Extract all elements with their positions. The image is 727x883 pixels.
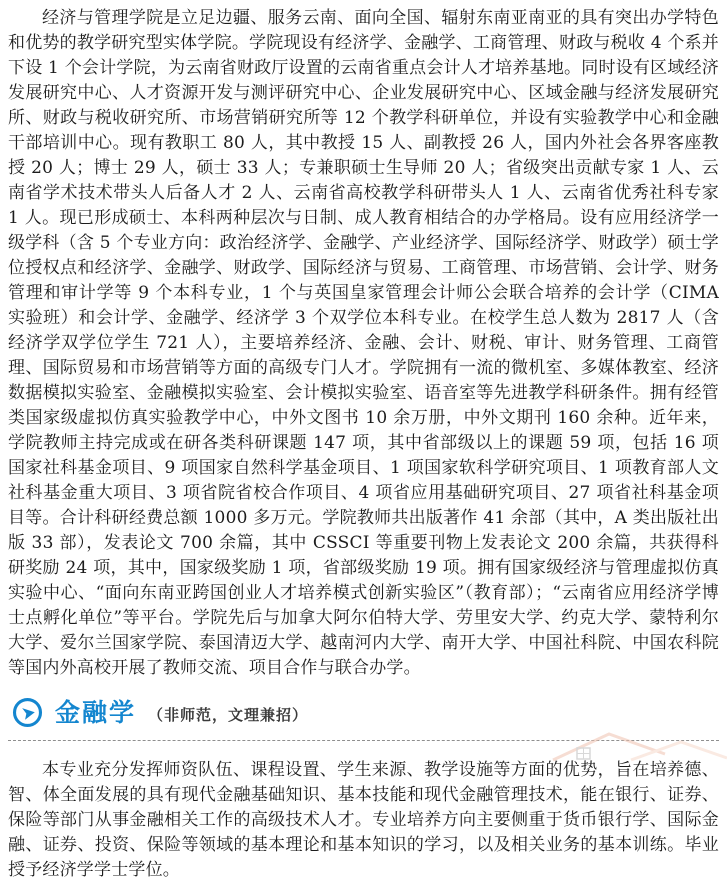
major-description-paragraph: 本专业充分发挥师资队伍、课程设置、学生来源、教学设施等方面的优势，旨在培养德、智、体全面发展的具有现代金融基础知识、基本技能和现代金融管理技术，能在银行、证券、保险等部门从事金融相关工作的高级技术人才。专业培养方向主要侧重于货币银行学、国际金融、证券、投资、保险等领域的基本理论和基本知识的学习，以及相关业务的基本训练。毕业授予经济学学士学位。 xyxy=(8,760,719,880)
arrow-right-circle-icon xyxy=(12,697,43,728)
college-intro-paragraph: 经济与管理学院是立足边疆、服务云南、面向全国、辐射东南亚南亚的具有突出办学特色和优势的教学研究型实体学院。学院现设有经济学、金融学、工商管理、财政与税收 4 个系并下设 1 个会计学院，为云南省财政厅设置的云南省重点会计人才培养基地。同时设有区域经济发展研究中心、人才资源开发与测评研究中心、企业发展研究中心、区域金融与经济发展研究所、财政与税收研究所、市场营销研究所等 12 个教学科研单位，并设有实验教学中心和金融干部培训中心。现有教职工 80 人，其中教授 15 人、副教授 26 人，国内外社会各界客座教授 20 人；博士 29 人，硕士 33 人；专兼职硕士生导师 20 人；省级突出贡献专家 1 人、云南省学术技术带头人后备人才 2 人、云南省高校教学科研带头人 1 人、云南省优秀社科专家 1 人。现已形成硕士、本科两种层次与日制、成人教育相结合的办学格局。设有应用经济学一级学科（含 5 个专业方向：政治经济学、金融学、产业经济学、国际经济学、财政学）硕士学位授权点和经济学、金融学、财政学、国际经济与贸易、工商管理、市场营销、会计学、财务管理和审计学等 9 个本科专业，1 个与英国皇家管理会计师公会联合培养的会计学（CIMA 实验班）和会计学、金融学、经济学 3 个双学位本科专业。在校学生总人数为 2817 人（含经济学双学位学生 721 人），主要培养经济、金融、会计、财税、审计、财务管理、工商管理、国际贸易和市场营销等方面的高级专门人才。学院拥有一流的微机室、多媒体教室、经济数据模拟实验室、金融模拟实验室、会计模拟实验室、语音室等先进教学科研条件。拥有经管类国家级虚拟仿真实验教学中心，中外文图书 10 余万册，中外文期刊 160 余种。近年来，学院教师主持完成或在研各类科研课题 147 项，其中省部级以上的课题 59 项，包括 16 项国家社科基金项目、9 项国家自然科学基金项目、1 项国家软科学研究项目、1 项教育部人文社科基金重大项目、3 项省院省校合作项目、4 项省应用基础研究项目、27 项省社科基金项目等。合计科研经费总额 1000 多万元。学院教师共出版著作 41 余部（其中，A 类出版社出版 33 部），发表论文 700 余篇，其中 CSSCI 等重要刊物上发表论文 200 余篇，共获得科研奖励 24 项，其中，国家级奖励 1 项，省部级奖励 19 项。拥有国家级经济与管理虚拟仿真实验中心、“面向东南亚跨国创业人才培养模式创新实验区”（教育部）；“云南省应用经济学博士点孵化单位”等平台。学院先后与加拿大阿尔伯特大学、劳里安大学、约克大学、蒙特利尔大学、爱尔兰国家学院、泰国清迈大学、越南河内大学、南开大学、中国社科院、中国农科院等国内外高校开展了教师交流、项目合作与联合办学。 xyxy=(8,8,719,678)
major-title: 金融学 xyxy=(55,698,137,727)
major-subtitle: （非师范，文理兼招） xyxy=(148,706,309,724)
major-section-header xyxy=(8,695,719,741)
